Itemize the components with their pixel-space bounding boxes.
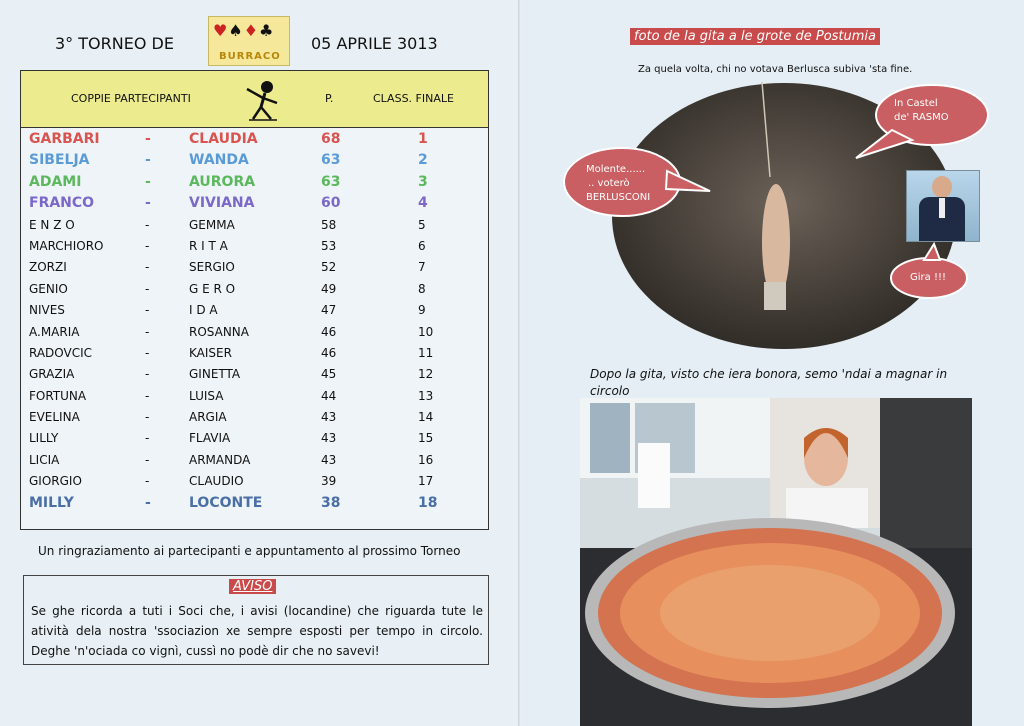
player-two: SERGIO xyxy=(189,260,235,275)
player-one: GARBARI xyxy=(29,131,100,147)
separator: - xyxy=(145,431,150,446)
politician-photo xyxy=(906,170,980,242)
table-row xyxy=(21,257,488,278)
points-value: 49 xyxy=(321,281,337,296)
player-two: CLAUDIA xyxy=(189,131,258,147)
table-row xyxy=(21,343,488,364)
notice-text: Se ghe ricorda a tuti i Soci che, i avisi (locandine) che riguarda tute le atività dela nostra 'ssociazion xe sempre esposti per tempo in circolo. Deghe 'n'ociada co vignì, cussì no podè dir che no savevi! xyxy=(31,604,483,658)
table-header xyxy=(21,71,488,128)
points-value: 44 xyxy=(321,388,337,403)
player-two: G E R O xyxy=(189,281,236,296)
table-row xyxy=(21,471,488,492)
bubble-small-text: Gira !!! xyxy=(910,272,946,283)
table-row xyxy=(21,300,488,321)
rank-value: 2 xyxy=(418,152,428,169)
header-couples: COPPIE PARTECIPANTI xyxy=(71,92,191,105)
player-one: LILLY xyxy=(29,431,59,446)
player-two: LOCONTE xyxy=(189,494,263,511)
header-points: P. xyxy=(325,92,334,105)
points-value: 43 xyxy=(321,431,337,446)
separator: - xyxy=(145,152,151,169)
notice-title: AVISO xyxy=(229,579,276,594)
player-two: GINETTA xyxy=(189,367,241,382)
player-one: E N Z O xyxy=(29,217,75,232)
table-row xyxy=(21,172,488,193)
player-one: GENIO xyxy=(29,281,68,296)
separator: - xyxy=(145,303,150,318)
points-value: 68 xyxy=(321,131,341,147)
table-row xyxy=(21,407,488,428)
player-two: KAISER xyxy=(189,345,232,360)
tournament-title xyxy=(55,21,475,62)
header-final: CLASS. FINALE xyxy=(373,92,454,105)
player-one: SIBELJA xyxy=(29,152,90,169)
player-two: R I T A xyxy=(189,238,228,253)
table-row xyxy=(21,215,488,236)
dinner-caption: Dopo la gita, visto che iera bonora, semo 'ndai a magnar in circolo xyxy=(590,367,948,398)
player-one: LICIA xyxy=(29,452,60,467)
rank-value: 10 xyxy=(418,324,434,339)
separator: - xyxy=(145,474,150,489)
separator: - xyxy=(145,260,150,275)
player-one: ADAMI xyxy=(29,173,82,190)
separator: - xyxy=(145,324,150,339)
points-value: 52 xyxy=(321,260,337,275)
bubble-left-text: Molente...... .. voterò BERLUSCONI xyxy=(586,164,651,203)
rank-value: 9 xyxy=(418,303,426,318)
rank-value: 4 xyxy=(418,195,428,212)
separator: - xyxy=(145,131,151,147)
rank-value: 15 xyxy=(418,431,434,446)
table-row xyxy=(21,450,488,471)
ranking-table xyxy=(20,70,489,530)
separator: - xyxy=(145,452,150,467)
separator: - xyxy=(145,367,150,382)
player-two: LUISA xyxy=(189,388,224,403)
points-value: 47 xyxy=(321,303,337,318)
points-value: 43 xyxy=(321,410,337,425)
table-row xyxy=(21,428,488,449)
separator: - xyxy=(145,494,151,511)
table-row xyxy=(21,322,488,343)
player-two: ARMANDA xyxy=(189,452,251,467)
player-two: CLAUDIO xyxy=(189,474,244,489)
rank-value: 14 xyxy=(418,410,434,425)
table-row xyxy=(21,364,488,385)
table-body xyxy=(21,129,488,514)
table-row xyxy=(21,279,488,300)
table-row xyxy=(21,493,488,514)
rank-value: 3 xyxy=(418,173,428,190)
rank-value: 16 xyxy=(418,452,434,467)
points-value: 43 xyxy=(321,452,337,467)
card-suits-icon: ♥♠♦♣ xyxy=(213,21,275,40)
table-row xyxy=(21,150,488,171)
separator: - xyxy=(145,281,150,296)
player-two: VIVIANA xyxy=(189,195,255,212)
points-value: 45 xyxy=(321,367,337,382)
stick-figure-icon xyxy=(239,77,285,123)
separator: - xyxy=(145,238,150,253)
rank-value: 1 xyxy=(418,131,428,147)
player-two: FLAVIA xyxy=(189,431,231,446)
burraco-logo xyxy=(208,16,290,66)
player-one: A.MARIA xyxy=(29,324,80,339)
tournament-label: 3° TORNEO DE xyxy=(55,34,174,53)
player-two: WANDA xyxy=(189,152,249,169)
rank-value: 18 xyxy=(418,494,438,511)
rank-value: 8 xyxy=(418,281,426,296)
player-two: GEMMA xyxy=(189,217,235,232)
points-value: 46 xyxy=(321,345,337,360)
thanks-text: Un ringraziamento ai partecipanti e appuntamento al prossimo Torneo xyxy=(38,544,461,558)
player-one: FORTUNA xyxy=(29,388,87,403)
table-row xyxy=(21,236,488,257)
player-one: GRAZIA xyxy=(29,367,75,382)
rank-value: 11 xyxy=(418,345,434,360)
player-one: MARCHIORO xyxy=(29,238,104,253)
logo-name: BURRACO xyxy=(219,51,281,62)
bubble-right-text: In Castel de' RASMO xyxy=(894,98,949,123)
player-one: NIVES xyxy=(29,303,65,318)
separator: - xyxy=(145,410,150,425)
points-value: 39 xyxy=(321,474,337,489)
separator: - xyxy=(145,173,151,190)
player-one: EVELINA xyxy=(29,410,80,425)
right-page xyxy=(522,0,1024,726)
notice-box xyxy=(23,575,489,665)
rank-value: 5 xyxy=(418,217,426,232)
rank-value: 17 xyxy=(418,474,434,489)
points-value: 46 xyxy=(321,324,337,339)
player-one: ZORZI xyxy=(29,260,67,275)
points-value: 38 xyxy=(321,494,341,511)
trip-subtitle: Za quela volta, chi no votava Berlusca subiva 'sta fine. xyxy=(638,64,913,75)
separator: - xyxy=(145,195,151,212)
trip-title: foto de la gita a le grote de Postumia xyxy=(630,28,880,45)
table-row xyxy=(21,193,488,214)
rank-value: 6 xyxy=(418,238,426,253)
rank-value: 12 xyxy=(418,367,434,382)
player-one: GIORGIO xyxy=(29,474,82,489)
table-row xyxy=(21,386,488,407)
player-one: MILLY xyxy=(29,494,74,511)
player-one: FRANCO xyxy=(29,195,95,212)
paella-photo xyxy=(580,398,972,726)
points-value: 63 xyxy=(321,152,341,169)
player-two: ROSANNA xyxy=(189,324,249,339)
points-value: 58 xyxy=(321,217,337,232)
points-value: 60 xyxy=(321,195,341,212)
points-value: 63 xyxy=(321,173,341,190)
rank-value: 7 xyxy=(418,260,426,275)
tournament-date: 05 APRILE 3013 xyxy=(311,34,438,53)
player-two: ARGIA xyxy=(189,410,227,425)
separator: - xyxy=(145,217,150,232)
points-value: 53 xyxy=(321,238,337,253)
table-row xyxy=(21,129,488,150)
rank-value: 13 xyxy=(418,388,434,403)
player-one: RADOVCIC xyxy=(29,345,93,360)
player-two: AURORA xyxy=(189,173,256,190)
separator: - xyxy=(145,388,150,403)
separator: - xyxy=(145,345,150,360)
player-two: I D A xyxy=(189,303,218,318)
